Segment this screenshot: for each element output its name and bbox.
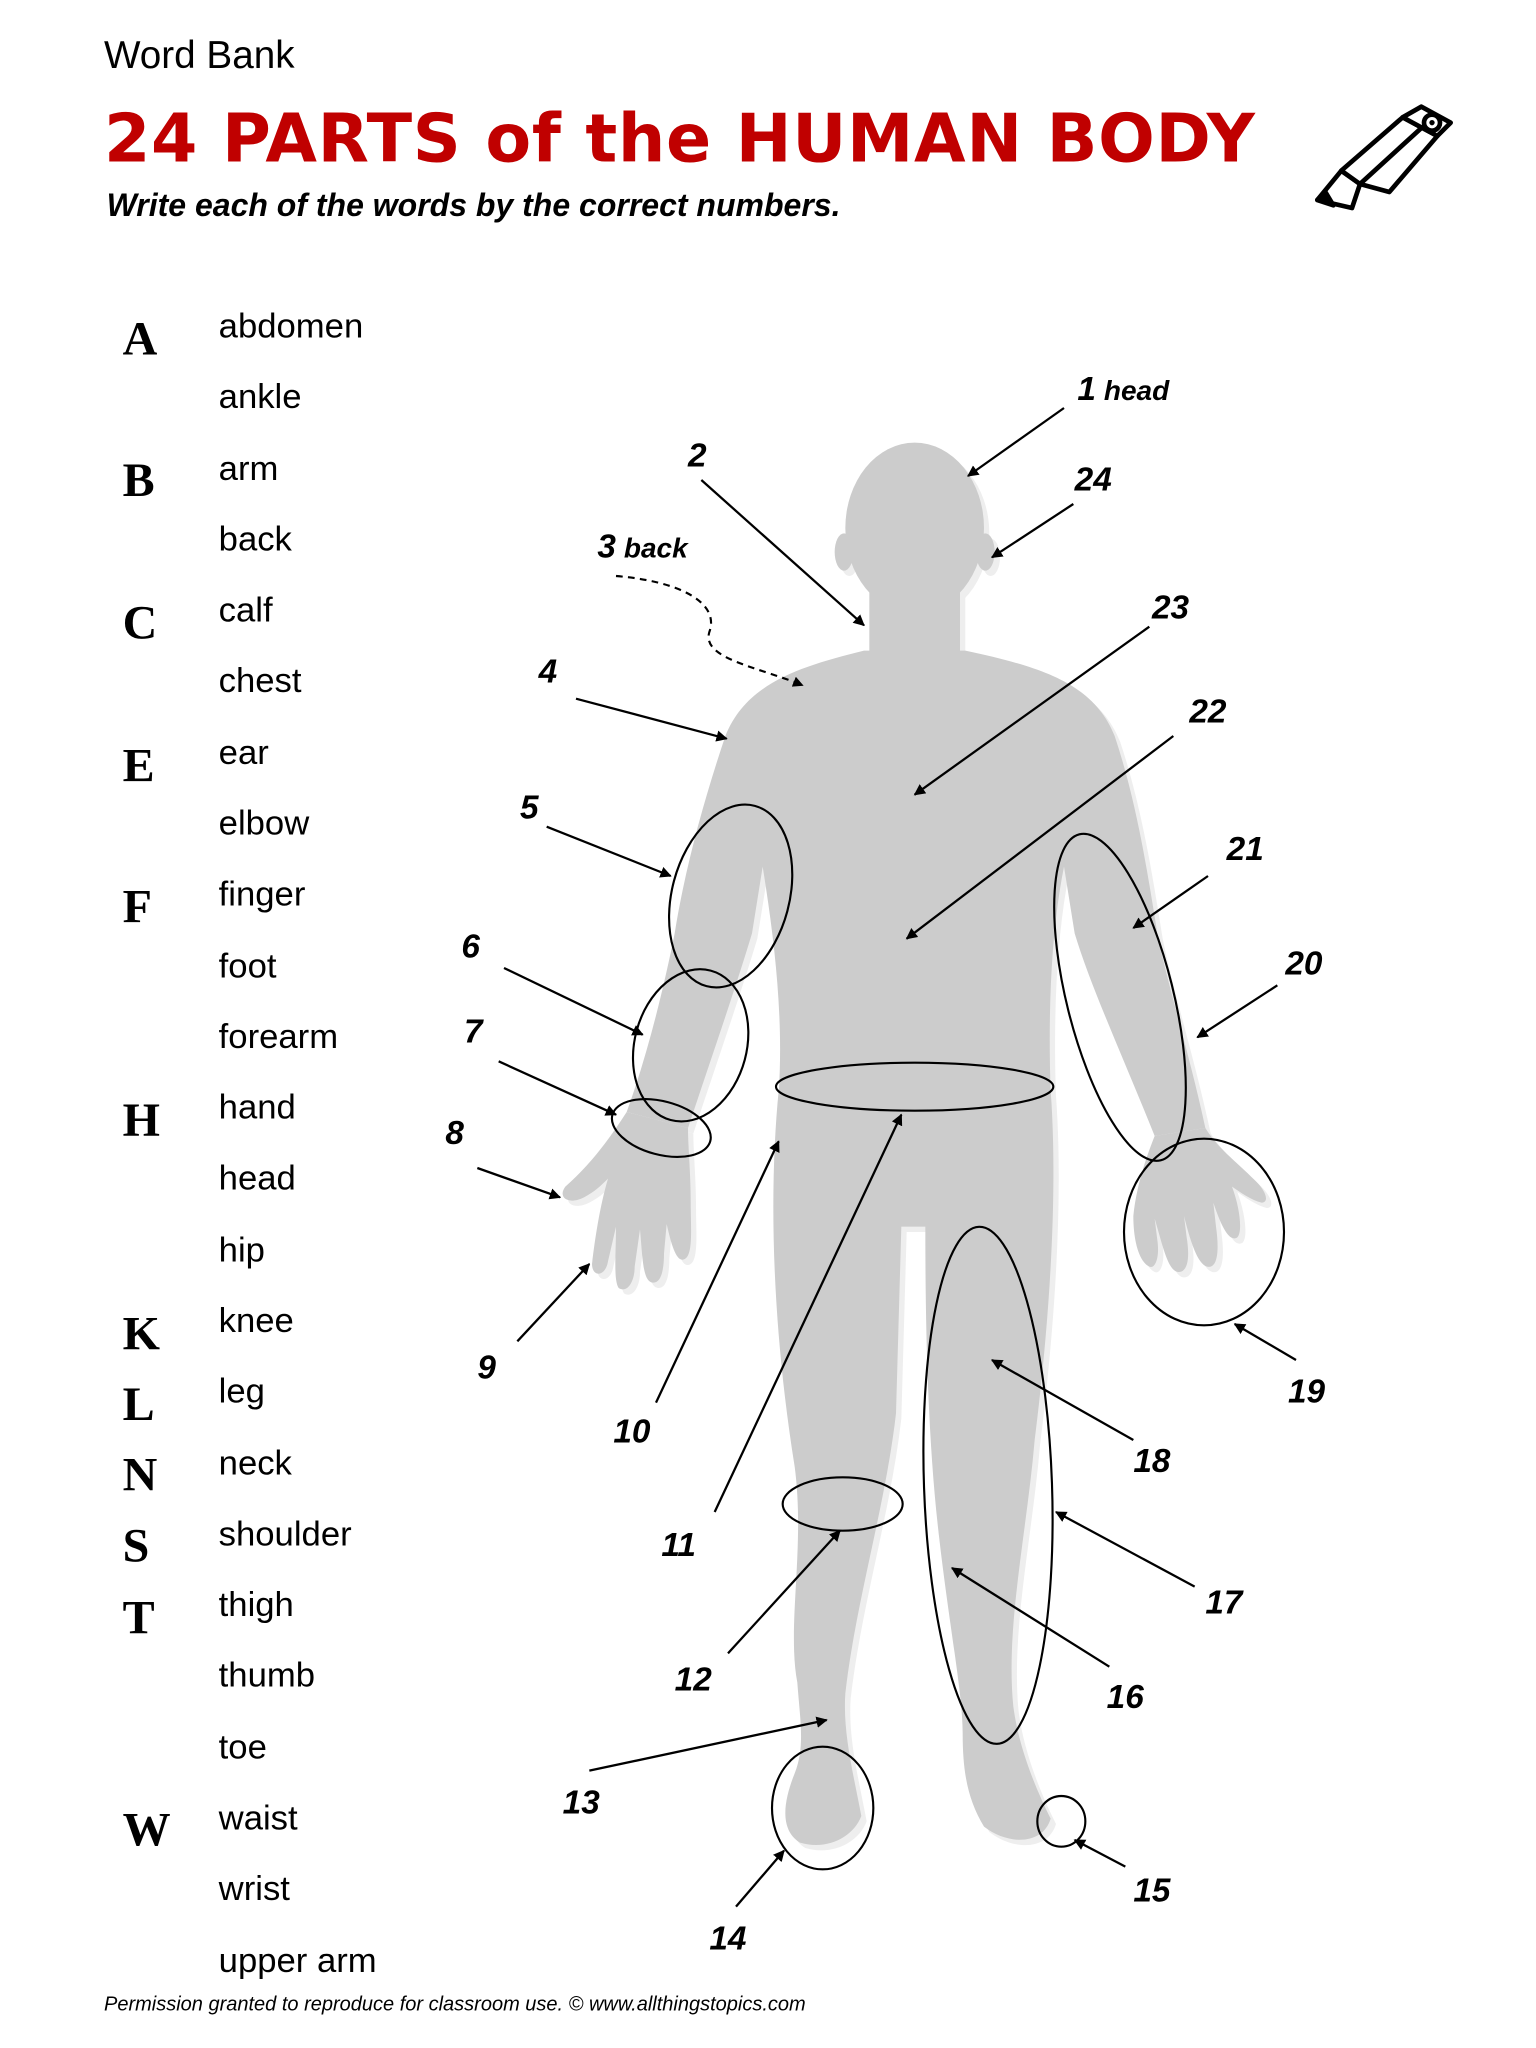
word-bank-word: hand [218,1086,296,1127]
word-bank-letter: K [122,1306,161,1360]
body-part-shape [1133,1128,1266,1272]
word-bank-word: finger [218,873,306,914]
figure-label-4: 4 [538,653,558,691]
word-bank-word: neck [218,1442,292,1483]
footer-permission: Permission granted to reproduce for classroom use. © www.allthingstopics.com [103,1993,806,2016]
word-bank-word: head [218,1157,296,1198]
pointer-arrow-20 [1197,985,1277,1037]
word-bank-word: thumb [218,1654,316,1695]
figure-label-17: 17 [1205,1584,1243,1622]
word-bank-letter: N [122,1447,158,1502]
word-bank-word: chest [218,659,302,700]
figure-label-9: 9 [477,1349,496,1387]
word-bank-letter: L [122,1377,155,1431]
body-part-shape [773,1091,1053,1845]
pointer-arrow-15 [1075,1840,1126,1867]
figure-label-20: 20 [1285,945,1323,983]
word-bank-letter: H [122,1093,161,1147]
word-bank-word: forearm [218,1015,339,1056]
word-bank-letter: W [122,1802,171,1856]
word-bank-word: elbow [218,802,310,843]
instructions: Write each of the words by the correct numbers. [106,187,841,224]
page-title: 24 PARTS of the HUMAN BODY [103,99,1256,178]
word-bank-word: ear [218,731,269,772]
figure-label-5: 5 [519,789,539,827]
word-bank-letter: C [122,595,158,650]
figure-label-22: 22 [1189,693,1227,731]
body-part-shape [835,533,854,570]
figure-label-8: 8 [445,1114,464,1152]
body-part-shape [976,533,995,570]
figure-label-13: 13 [562,1784,600,1822]
word-bank-word: back [218,518,292,559]
figure-label-10: 10 [613,1413,651,1451]
pointer-arrow-24 [992,504,1073,557]
pointer-arrow-1 [968,408,1064,476]
figure-label-6: 6 [461,928,480,966]
pointer-arrow-5 [547,827,671,876]
word-bank-word: waist [218,1797,298,1838]
word-bank-word: arm [218,447,279,488]
pointer-arrow-9 [517,1264,589,1341]
figure-label-7: 7 [463,1013,483,1051]
body-part-shape [869,587,960,656]
pointer-arrow-13 [589,1720,826,1771]
word-bank-word: calf [218,589,273,630]
body-silhouette [563,443,1272,1851]
figure-label-16: 16 [1106,1678,1144,1716]
word-bank-letter: E [122,738,155,792]
word-bank-word: shoulder [218,1513,352,1554]
pointer-arrow-8 [477,1168,560,1197]
word-bank-word: wrist [218,1867,290,1908]
figure-label-21: 21 [1226,830,1264,868]
label-number: 3 [597,528,616,566]
pointer-arrow-19 [1235,1324,1296,1360]
pointer-arrow-14 [736,1851,784,1907]
label-word: back [623,532,688,564]
pointer-arrow-4 [576,699,727,739]
word-bank-word: leg [218,1370,265,1411]
figure-label-3 [597,528,689,565]
word-bank-letter: S [122,1518,150,1572]
word-bank-letter: B [122,453,155,507]
word-bank-word: foot [218,945,277,986]
figure-label-23: 23 [1151,589,1190,627]
label-number: 1 [1077,370,1096,408]
word-bank-word: ankle [218,375,302,416]
figure-label-11: 11 [661,1526,696,1564]
word-bank-word: hip [218,1229,265,1270]
figure-label-19: 19 [1287,1373,1326,1411]
figure-label-14: 14 [709,1920,747,1958]
figure-label-15: 15 [1133,1872,1171,1910]
label-word: head [1103,374,1170,406]
figure-label-24: 24 [1074,461,1112,499]
pointer-arrow-6 [504,968,643,1035]
figure-label-18: 18 [1133,1442,1171,1480]
word-bank-letter: F [122,879,152,934]
figure-label-12: 12 [674,1661,712,1699]
word-bank-letter: T [122,1590,155,1644]
word-bank-word: thigh [218,1583,294,1624]
figure-label-2: 2 [687,437,707,475]
word-bank-word: abdomen [218,305,364,346]
figure-label-1 [1077,371,1170,408]
word-bank-word: toe [218,1726,267,1767]
word-bank-word: knee [218,1299,294,1340]
word-bank-letter: A [122,311,158,366]
word-bank-word: upper arm [218,1939,377,1980]
word-bank-heading: Word Bank [103,34,295,78]
pointer-arrow-17 [1056,1512,1195,1587]
back-pointer [616,576,803,685]
pointer-arrow-7 [499,1061,616,1114]
